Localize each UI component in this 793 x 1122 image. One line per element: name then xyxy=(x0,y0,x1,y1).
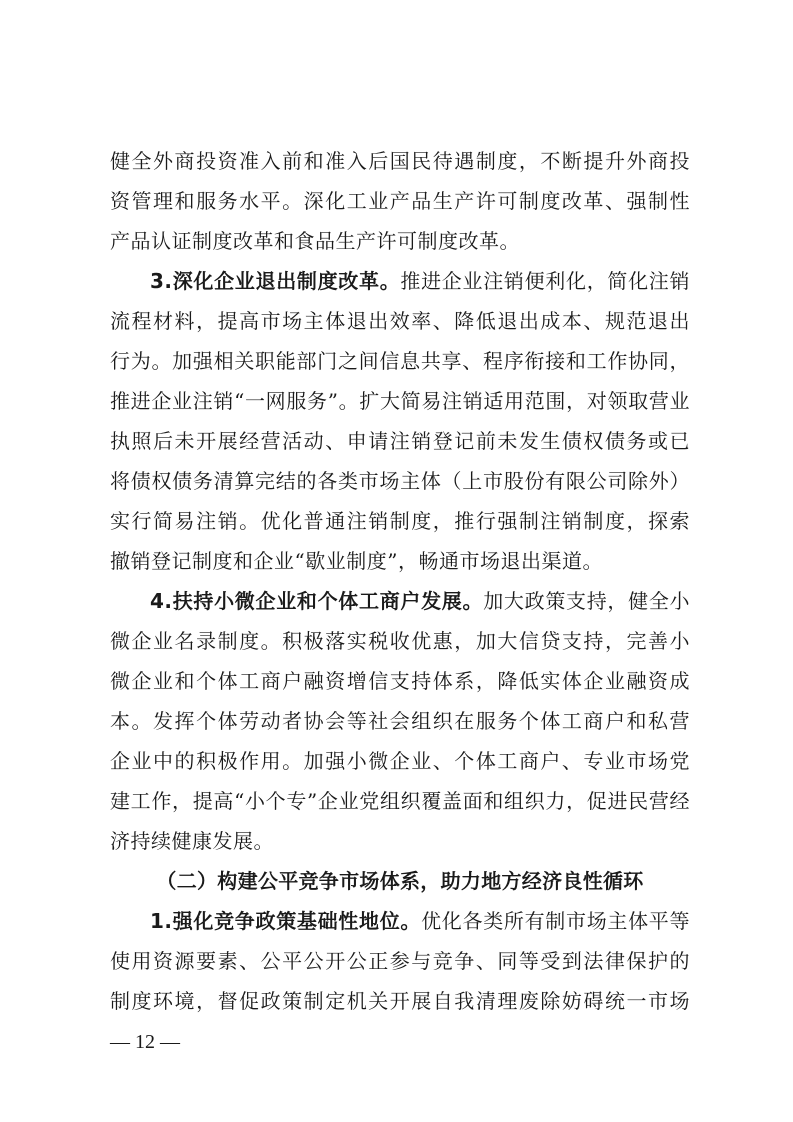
text-line: 实行简易注销。优化普通注销制度，推行强制注销制度，探索 xyxy=(110,509,690,533)
section-3-heading: 3.深化企业退出制度改革。 xyxy=(150,269,401,293)
text-line: 推进企业注销“一网服务”。扩大简易注销适用范围，对领取营业 xyxy=(110,389,690,413)
text-line: 建工作，提高“小个专”企业党组织覆盖面和组织力，促进民营经 xyxy=(110,789,690,813)
text-line: 优化各类所有制市场主体平等 xyxy=(421,909,691,933)
text-line: 济持续健康发展。 xyxy=(110,829,274,853)
page-number: — 12 — xyxy=(110,1031,180,1053)
subsection-heading: （二）构建公平竞争市场体系，助力地方经济良性循环 xyxy=(156,869,644,893)
subsection-1-heading: 1.强化竞争政策基础性地位。 xyxy=(150,909,422,933)
text-line: 流程材料，提高市场主体退出效率、降低退出成本、规范退出 xyxy=(110,309,690,333)
subsection-1-first-line xyxy=(110,901,690,941)
text-line: 推进企业注销便利化，简化注销 xyxy=(400,269,690,293)
text-line: 执照后未开展经营活动、申请注销登记前未发生债权债务或已 xyxy=(110,429,690,453)
text-line: 使用资源要素、公平公开公正参与竞争、同等受到法律保护的 xyxy=(110,949,690,973)
document-body xyxy=(110,141,690,1021)
text-line: 行为。加强相关职能部门之间信息共享、程序衔接和工作协同， xyxy=(110,349,690,373)
text-line: 本。发挥个体劳动者协会等社会组织在服务个体工商户和私营 xyxy=(110,709,690,733)
text-line: 企业中的积极作用。加强小微企业、个体工商户、专业市场党 xyxy=(110,749,690,773)
text-line: 加大政策支持，健全小 xyxy=(483,589,691,613)
text-line: 将债权债务清算完结的各类市场主体（上市股份有限公司除外） xyxy=(110,469,690,493)
text-line: 健全外商投资准入前和准入后国民待遇制度，不断提升外商投 xyxy=(110,149,690,173)
section-4-first-line xyxy=(110,581,690,621)
section-4-heading: 4.扶持小微企业和个体工商户发展。 xyxy=(150,589,484,613)
text-line: 撤销登记制度和企业“歇业制度”，畅通市场退出渠道。 xyxy=(110,549,603,573)
text-line: 微企业名录制度。积极落实税收优惠，加大信贷支持，完善小 xyxy=(110,629,690,653)
text-line: 资管理和服务水平。深化工业产品生产许可制度改革、强制性 xyxy=(110,189,690,213)
section-3-first-line xyxy=(110,261,690,301)
text-line: 微企业和个体工商户融资增信支持体系，降低实体企业融资成 xyxy=(110,669,690,693)
text-line: 制度环境，督促政策制定机关开展自我清理废除妨碍统一市场 xyxy=(110,989,690,1013)
text-line: 产品认证制度改革和食品生产许可制度改革。 xyxy=(110,229,520,253)
